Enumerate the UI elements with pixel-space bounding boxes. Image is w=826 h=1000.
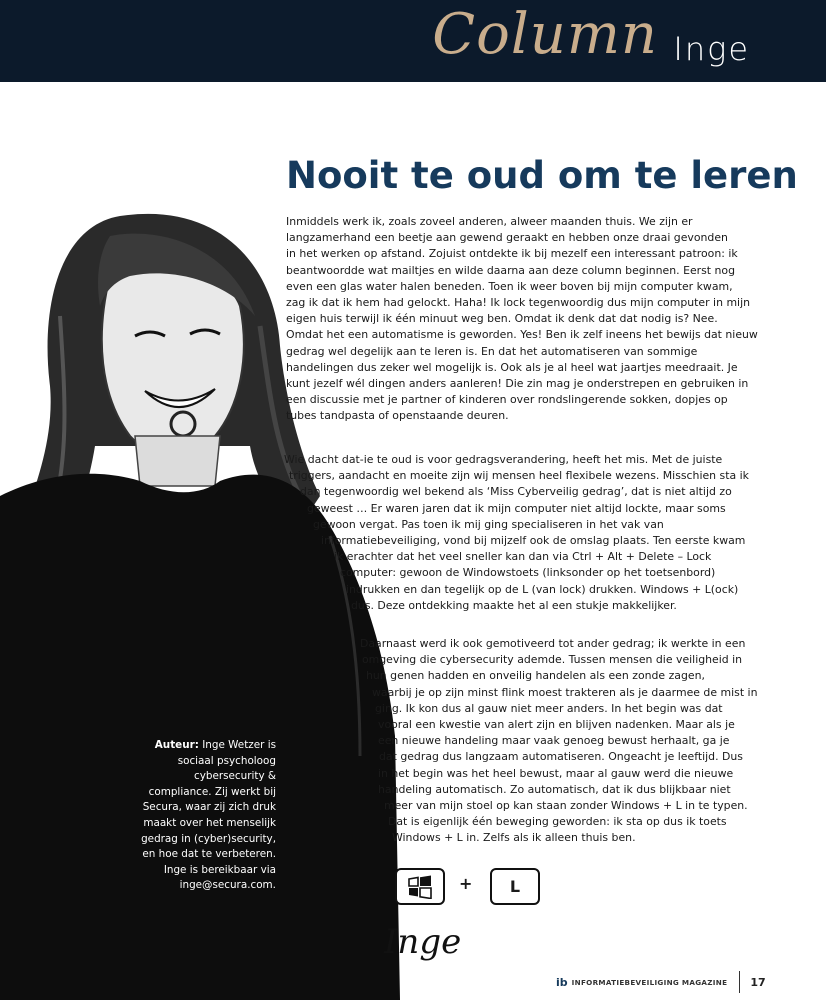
text-line: handeling automatisch. Zo automatisch, dat ik dus blijkbaar niet [378,782,731,796]
footer-divider [739,971,740,993]
text-line: een discussie met je partner of kinderen over rondslingerende sokken, dopjes op [286,393,728,407]
text-line: Omdat het een automatisme is geworden. Yes! Ben ik zelf ineens het bewijs dat nieuw [286,328,758,342]
text-line: ik erachter dat het veel sneller kan dan via Ctrl + Alt + Delete – Lock [334,550,712,564]
caption-line: cybersecurity & [193,770,276,783]
article-title: Nooit te oud om te leren [286,154,798,197]
text-line: Windows + L in. Zelfs als ik alleen thuis ben. [392,831,636,845]
caption-line: Secura, waar zij zich druk [142,801,276,814]
caption-first-line [88,738,276,754]
text-line: ging. Ik kon dus al gauw niet meer anders. In het begin was dat [375,701,723,715]
text-line: triggers, aandacht en moeite zijn wij mensen heel flexibele wezens. Misschien sta ik [289,469,749,483]
l-key: L [490,868,540,905]
text-line: tubes tandpasta of openstaande deuren. [286,409,509,423]
page-footer [556,972,766,992]
caption-line: Inge is bereikbaar via [163,863,276,876]
page-number: 17 [750,975,766,989]
paragraph-1 [286,214,758,425]
caption-line: sociaal psycholoog [177,754,276,767]
portrait-face [102,264,244,454]
caption-line: en hoe dat te verbeteren. [142,848,276,861]
text-line: geweest … Er waren jaren dat ik mijn computer niet altijd lockte, maar soms [307,501,726,515]
text-line: een nieuwe handeling maar vaak genoeg bewust herhaalt, ga je [378,734,730,748]
caption-label: Auteur: [154,739,199,751]
text-line: Inmiddels werk ik, zoals zoveel anderen, alweer maanden thuis. We zijn er [286,215,693,228]
text-line: zag ik dat ik hem had gelockt. Haha! Ik lock tegenwoordig dus mijn computer in mijn [286,296,751,310]
text-line: langzamerhand een beetje aan gewend geraakt en hebben onze draai gevonden [286,231,728,245]
text-line: handelingen dus zeker wel mogelijk is. Ook als je al heel wat jaartjes meedraait. Je [286,360,738,374]
caption-line: gedrag in (cyber)security, [141,832,276,845]
text-line: in het begin was het heel bewust, maar al gauw werd die nieuwe [378,766,734,780]
text-line: beantwoordde wat mailtjes en wilde daarna aan deze column beginnen. Eerst nog [286,263,736,277]
caption-line: inge@secura.com. [179,879,276,892]
text-line: dat gedrag dus langzaam automatiseren. Ongeacht je leeftijd. Dus [379,750,743,764]
text-line: hun genen hadden en onveilig handelen als een zonde zagen, [366,669,705,683]
caption-line: maakt over het menselijk [143,816,276,829]
text-line: in het werken op afstand. Zojuist ontdekte ik bij mezelf een interessant patroon: ik [286,247,738,261]
text-line: even een glas water halen beneden. Toen ik weer boven bij mijn computer kwam, [286,279,733,293]
windows-logo-icon [407,875,433,899]
caption-text: Inge Wetzer is [202,739,276,751]
text-line: vooral een kwestie van alert zijn en blijven nadenken. Maar als je [378,718,735,732]
text-line: gewoon vergat. Pas toen ik mij ging specialiseren in het vak van [313,517,664,531]
text-line: dus. Deze ontdekking maakte het al een stukje makkelijker. [351,598,677,612]
section-author-name: Inge [673,30,750,68]
text-line: Dat is eigenlijk één beweging geworden: ik sta op dus ik toets [388,815,727,829]
text-line: waarbij je op zijn minst flink moest trakteren als je daarmee de mist in [372,685,758,699]
magazine-name: INFORMATIEBEVEILIGING MAGAZINE [571,977,728,987]
section-script-title: Column [432,2,658,67]
plus-sign: + [459,874,473,893]
windows-key [395,868,445,905]
caption-line: compliance. Zij werkt bij [148,785,276,798]
text-line: kunt jezelf wél dingen anders aanleren! Die zin mag je onderstrepen en gebruiken in [286,377,749,391]
header-bar [0,0,826,82]
text-line: indrukken en dan tegelijk op de L (van lock) drukken. Windows + L(ock) [346,582,739,596]
text-line: Wie dacht dat-ie te oud is voor gedragsverandering, heeft het mis. Met de juiste [284,453,723,466]
author-caption [88,738,276,894]
text-line: dan tegenwoordig wel bekend als ‘Miss Cyberveilig gedrag’, dat is niet altijd zo [300,485,732,499]
text-line: informatiebeveiliging, vond bij mijzelf ook de omslag plaats. Ten eerste kwam [321,534,746,548]
text-line: gedrag wel degelijk aan te leren is. En dat het automatiseren van sommige [286,344,698,358]
text-line: Daarnaast werd ik ook gemotiveerd tot ander gedrag; ik werkte in een [360,637,746,650]
text-line: eigen huis terwijl ik één minuut weg ben. Omdat ik denk dat dat nodig is? Nee. [286,312,718,326]
paragraph-2 [0,452,826,614]
text-line: omgeving die cybersecurity ademde. Tussen mensen die veiligheid in [362,653,743,667]
magazine-logo-icon: ib [556,975,568,989]
text-line: computer: gewoon de Windowstoets (linksonder op het toetsenbord) [340,566,716,580]
signature: Inge [384,922,462,962]
text-line: meer van mijn stoel op kan staan zonder Windows + L in te typen. [384,799,748,813]
